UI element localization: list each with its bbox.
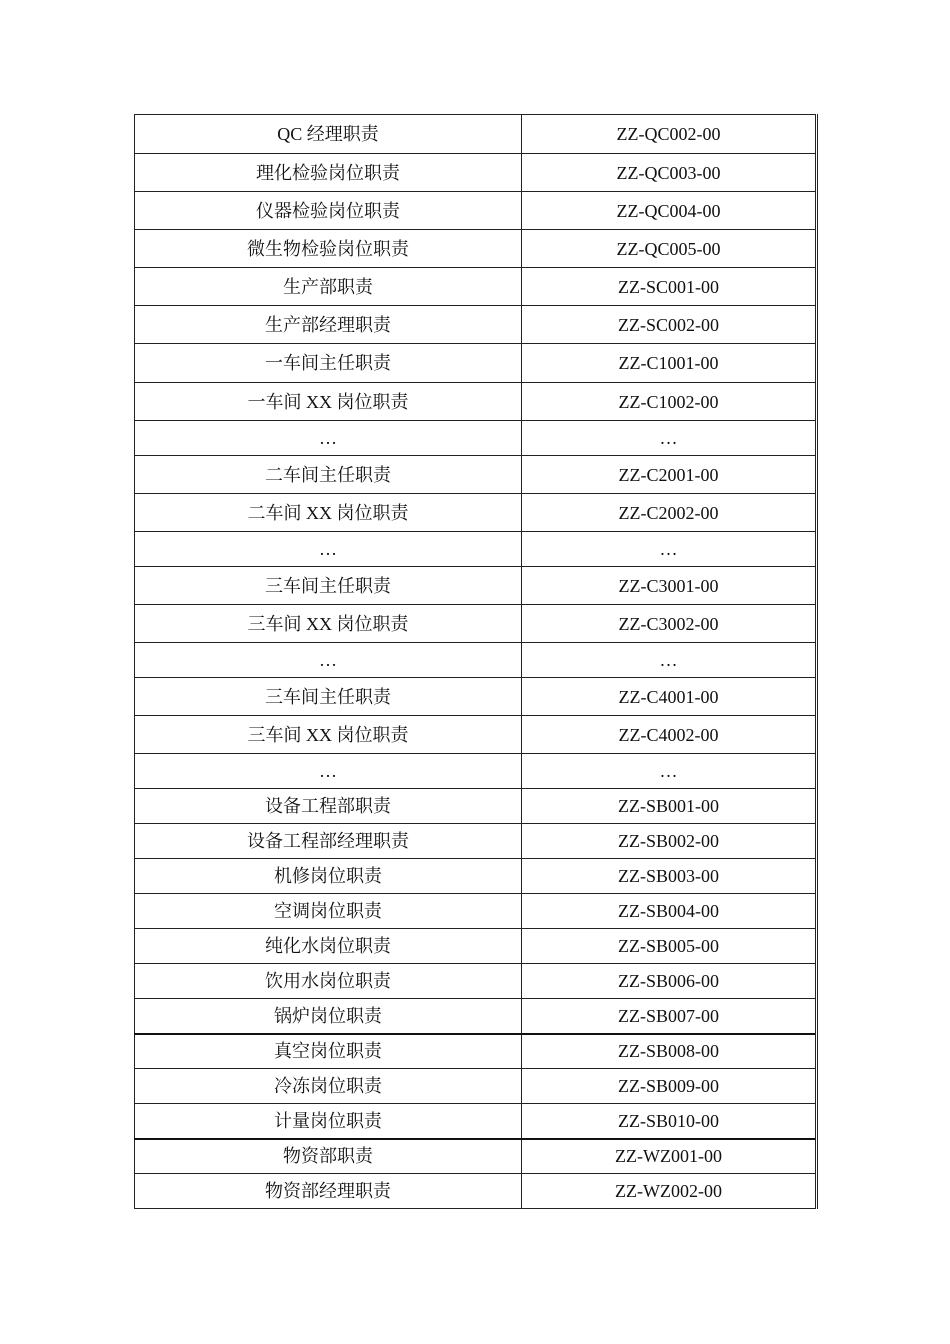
responsibility-name-cell: 设备工程部职责 xyxy=(135,789,522,824)
table-row xyxy=(135,1104,817,1139)
table-row xyxy=(135,192,817,230)
document-code-cell: ZZ-SB004-00 xyxy=(522,894,817,929)
responsibility-name-cell: 一车间主任职责 xyxy=(135,344,522,383)
responsibility-name-cell: … xyxy=(135,754,522,789)
document-code-cell: ZZ-C4002-00 xyxy=(522,716,817,754)
table-row xyxy=(135,230,817,268)
document-code-cell: ZZ-SC002-00 xyxy=(522,306,817,344)
table-row xyxy=(135,824,817,859)
responsibility-name-cell: 三车间主任职责 xyxy=(135,567,522,605)
responsibility-name-cell: 三车间主任职责 xyxy=(135,678,522,716)
responsibility-name-cell: 微生物检验岗位职责 xyxy=(135,230,522,268)
responsibility-name-cell: 真空岗位职责 xyxy=(135,1034,522,1069)
table-row xyxy=(135,421,817,456)
document-code-cell: ZZ-C2002-00 xyxy=(522,494,817,532)
document-code-cell: ZZ-C1001-00 xyxy=(522,344,817,383)
document-code-cell: ZZ-C1002-00 xyxy=(522,383,817,421)
responsibility-name-cell: 冷冻岗位职责 xyxy=(135,1069,522,1104)
document-code-cell: ZZ-SB008-00 xyxy=(522,1034,817,1069)
document-code-cell: ZZ-SB005-00 xyxy=(522,929,817,964)
responsibility-name-cell: 锅炉岗位职责 xyxy=(135,999,522,1034)
table-row xyxy=(135,494,817,532)
responsibility-name-cell: … xyxy=(135,532,522,567)
table-row xyxy=(135,929,817,964)
table-row xyxy=(135,1034,817,1069)
document-code-cell: ZZ-SB003-00 xyxy=(522,859,817,894)
table-row xyxy=(135,605,817,643)
document-code-cell: … xyxy=(522,532,817,567)
responsibility-name-cell: 纯化水岗位职责 xyxy=(135,929,522,964)
responsibility-name-cell: 计量岗位职责 xyxy=(135,1104,522,1139)
table-row xyxy=(135,999,817,1034)
table-row xyxy=(135,789,817,824)
responsibility-code-table xyxy=(134,114,818,1209)
table-row xyxy=(135,306,817,344)
table-row xyxy=(135,1069,817,1104)
responsibility-name-cell: 理化检验岗位职责 xyxy=(135,154,522,192)
responsibility-name-cell: 二车间 XX 岗位职责 xyxy=(135,494,522,532)
table-row xyxy=(135,678,817,716)
responsibility-name-cell: 仪器检验岗位职责 xyxy=(135,192,522,230)
responsibility-name-cell: 设备工程部经理职责 xyxy=(135,824,522,859)
responsibility-name-cell: 生产部经理职责 xyxy=(135,306,522,344)
responsibility-name-cell: 二车间主任职责 xyxy=(135,456,522,494)
responsibility-name-cell: 三车间 XX 岗位职责 xyxy=(135,605,522,643)
responsibility-name-cell: … xyxy=(135,421,522,456)
document-code-cell: ZZ-C3002-00 xyxy=(522,605,817,643)
table-row xyxy=(135,344,817,383)
table-row xyxy=(135,754,817,789)
document-code-cell: … xyxy=(522,421,817,456)
document-code-cell: ZZ-QC002-00 xyxy=(522,115,817,154)
table-row xyxy=(135,1139,817,1174)
document-code-cell: ZZ-C2001-00 xyxy=(522,456,817,494)
responsibility-name-cell: 生产部职责 xyxy=(135,268,522,306)
document-code-cell: ZZ-SB002-00 xyxy=(522,824,817,859)
responsibility-name-cell: … xyxy=(135,643,522,678)
responsibility-name-cell: 三车间 XX 岗位职责 xyxy=(135,716,522,754)
table-row xyxy=(135,268,817,306)
responsibility-name-cell: 一车间 XX 岗位职责 xyxy=(135,383,522,421)
document-code-cell: ZZ-SB009-00 xyxy=(522,1069,817,1104)
responsibility-name-cell: 空调岗位职责 xyxy=(135,894,522,929)
responsibility-name-cell: 物资部经理职责 xyxy=(135,1174,522,1209)
document-code-cell: ZZ-SB007-00 xyxy=(522,999,817,1034)
document-code-cell: ZZ-WZ001-00 xyxy=(522,1139,817,1174)
table-row xyxy=(135,532,817,567)
document-code-cell: ZZ-QC004-00 xyxy=(522,192,817,230)
document-code-cell: … xyxy=(522,754,817,789)
table-body xyxy=(135,115,817,1209)
responsibility-name-cell: QC 经理职责 xyxy=(135,115,522,154)
document-code-cell: ZZ-C4001-00 xyxy=(522,678,817,716)
document-code-cell: ZZ-C3001-00 xyxy=(522,567,817,605)
table-row xyxy=(135,456,817,494)
table-row xyxy=(135,383,817,421)
table-row xyxy=(135,643,817,678)
table-row xyxy=(135,716,817,754)
document-code-cell: ZZ-SC001-00 xyxy=(522,268,817,306)
document-code-cell: ZZ-SB006-00 xyxy=(522,964,817,999)
table-row xyxy=(135,115,817,154)
document-code-cell: ZZ-QC003-00 xyxy=(522,154,817,192)
document-code-cell: ZZ-QC005-00 xyxy=(522,230,817,268)
table-row xyxy=(135,567,817,605)
table-row xyxy=(135,894,817,929)
responsibility-name-cell: 物资部职责 xyxy=(135,1139,522,1174)
document-code-cell: ZZ-SB001-00 xyxy=(522,789,817,824)
table-row xyxy=(135,1174,817,1209)
table-row xyxy=(135,964,817,999)
table-row xyxy=(135,154,817,192)
document-code-cell: … xyxy=(522,643,817,678)
document-code-cell: ZZ-WZ002-00 xyxy=(522,1174,817,1209)
document-code-cell: ZZ-SB010-00 xyxy=(522,1104,817,1139)
responsibility-name-cell: 饮用水岗位职责 xyxy=(135,964,522,999)
table-row xyxy=(135,859,817,894)
responsibility-name-cell: 机修岗位职责 xyxy=(135,859,522,894)
